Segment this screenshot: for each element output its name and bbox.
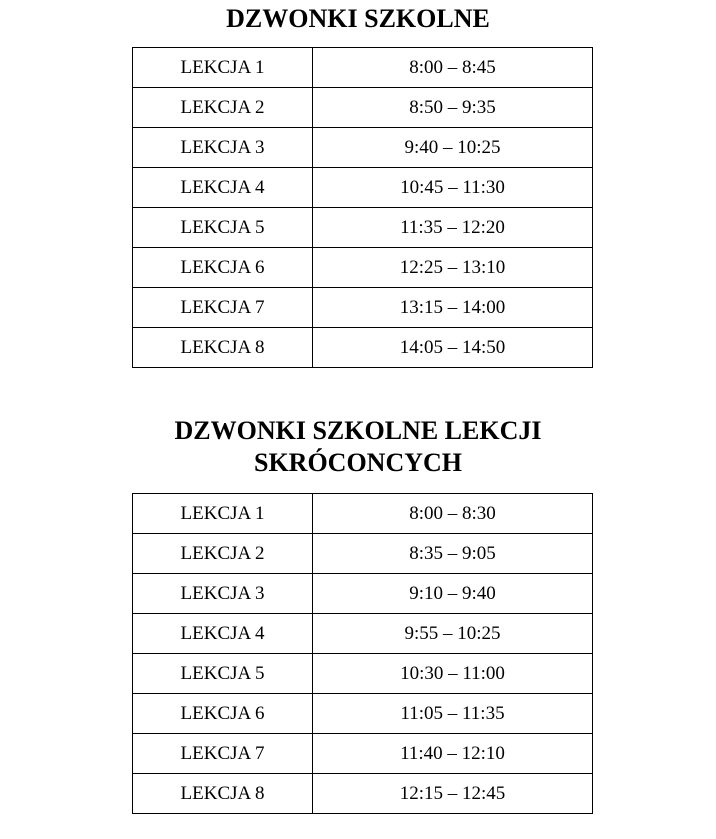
lesson-cell: LEKCJA 3 [133, 574, 313, 614]
bell-schedule-table [132, 47, 593, 368]
shortened-schedule-title-line-2: SKRÓCONCYCH [253, 448, 462, 477]
table-row [133, 614, 593, 654]
time-cell: 11:40 – 12:10 [313, 734, 593, 774]
table-row [133, 494, 593, 534]
time-cell: 10:45 – 11:30 [313, 168, 593, 208]
time-cell: 13:15 – 14:00 [313, 288, 593, 328]
lesson-cell: LEKCJA 8 [133, 774, 313, 814]
table-row [133, 694, 593, 734]
time-cell: 8:35 – 9:05 [313, 534, 593, 574]
table-row [133, 88, 593, 128]
shortened-schedule-title-line-1: DZWONKI SZKOLNE LEKCJI [174, 416, 542, 445]
table-row [133, 774, 593, 814]
table-row [133, 328, 593, 368]
lesson-cell: LEKCJA 3 [133, 128, 313, 168]
time-cell: 11:05 – 11:35 [313, 694, 593, 734]
table-row [133, 208, 593, 248]
table-row [133, 574, 593, 614]
time-cell: 11:35 – 12:20 [313, 208, 593, 248]
lesson-cell: LEKCJA 4 [133, 614, 313, 654]
time-cell: 9:55 – 10:25 [313, 614, 593, 654]
lesson-cell: LEKCJA 5 [133, 654, 313, 694]
shortened-bell-schedule-table [132, 493, 593, 814]
time-cell: 12:25 – 13:10 [313, 248, 593, 288]
lesson-cell: LEKCJA 6 [133, 248, 313, 288]
time-cell: 9:40 – 10:25 [313, 128, 593, 168]
table-row [133, 48, 593, 88]
time-cell: 8:00 – 8:30 [313, 494, 593, 534]
time-cell: 12:15 – 12:45 [313, 774, 593, 814]
table-row [133, 128, 593, 168]
schedule-title [0, 3, 716, 35]
lesson-cell: LEKCJA 4 [133, 168, 313, 208]
table-row [133, 288, 593, 328]
table-row [133, 248, 593, 288]
table-row [133, 734, 593, 774]
lesson-cell: LEKCJA 1 [133, 48, 313, 88]
time-cell: 10:30 – 11:00 [313, 654, 593, 694]
table-row [133, 168, 593, 208]
lesson-cell: LEKCJA 7 [133, 734, 313, 774]
lesson-cell: LEKCJA 2 [133, 88, 313, 128]
table-row [133, 534, 593, 574]
lesson-cell: LEKCJA 6 [133, 694, 313, 734]
lesson-cell: LEKCJA 5 [133, 208, 313, 248]
time-cell: 8:00 – 8:45 [313, 48, 593, 88]
time-cell: 9:10 – 9:40 [313, 574, 593, 614]
time-cell: 8:50 – 9:35 [313, 88, 593, 128]
lesson-cell: LEKCJA 8 [133, 328, 313, 368]
lesson-cell: LEKCJA 1 [133, 494, 313, 534]
time-cell: 14:05 – 14:50 [313, 328, 593, 368]
lesson-cell: LEKCJA 7 [133, 288, 313, 328]
shortened-schedule-title [0, 415, 716, 479]
table-row [133, 654, 593, 694]
schedule-title-text: DZWONKI SZKOLNE [226, 4, 490, 33]
lesson-cell: LEKCJA 2 [133, 534, 313, 574]
